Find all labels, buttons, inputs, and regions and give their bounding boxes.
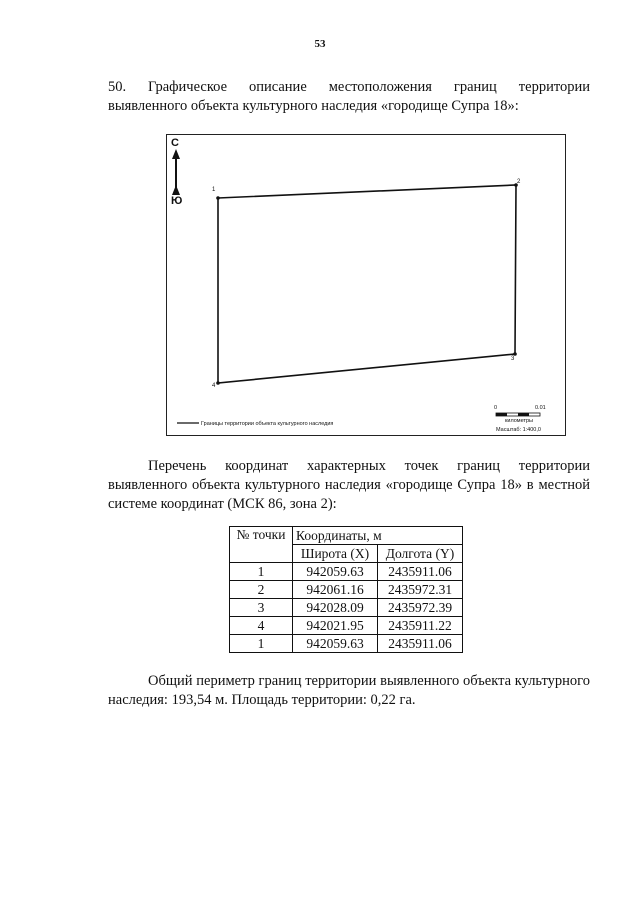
coordinates-intro	[108, 457, 590, 514]
cell-lat: 942028.09	[293, 599, 378, 617]
boundary-point-1	[216, 196, 220, 200]
coordinates-table	[229, 526, 463, 653]
page-number: 53	[314, 38, 326, 50]
section-heading-text: Графическое описание местоположения границ территории выявленного объекта культурного наследия «городище Супра 18»:	[108, 79, 590, 114]
table-row	[230, 581, 463, 599]
territory-boundary	[218, 185, 516, 383]
cell-lat: 942021.95	[293, 617, 378, 635]
header-lat: Широта (X)	[293, 545, 378, 563]
scale-units: километры	[505, 418, 533, 424]
cell-point: 2	[230, 581, 293, 599]
cell-lat: 942059.63	[293, 635, 378, 653]
scale-ratio: Масштаб: 1:400,0	[496, 427, 541, 433]
boundary-map	[166, 134, 566, 436]
scale-bar-segment	[496, 413, 507, 416]
summary-text: Общий периметр границ территории выявленного объекта культурного наследия: 193,54 м. Площадь территории: 0,22 га.	[108, 673, 590, 708]
scale-zero: 0	[494, 405, 498, 411]
section-heading	[108, 78, 590, 116]
map-drawing	[167, 135, 567, 437]
south-label: Ю	[171, 195, 183, 207]
header-coords: Координаты, м	[293, 527, 463, 545]
summary	[108, 672, 590, 710]
table-row	[230, 635, 463, 653]
header-point: № точки	[230, 527, 293, 563]
cell-point: 4	[230, 617, 293, 635]
section-number: 50.	[108, 79, 127, 95]
cell-lon: 2435911.22	[378, 617, 463, 635]
scale-bar-segment	[518, 413, 529, 416]
cell-point: 1	[230, 635, 293, 653]
cell-lon: 2435911.06	[378, 635, 463, 653]
table-row	[230, 599, 463, 617]
south-arrow-head	[172, 185, 180, 195]
cell-lon: 2435911.06	[378, 563, 463, 581]
point-label-1: 1	[212, 187, 216, 193]
table-header-row	[230, 527, 463, 545]
north-label: С	[171, 137, 179, 149]
boundary-point-4	[216, 381, 220, 385]
table-row	[230, 563, 463, 581]
coordinates-intro-text: Перечень координат характерных точек границ территории выявленного объекта культурного наследия «городище Супра 18» в местной системе координат (МСК 86, зона 2):	[108, 458, 590, 512]
table-row	[230, 617, 463, 635]
point-label-2: 2	[517, 179, 521, 185]
cell-lat: 942061.16	[293, 581, 378, 599]
cell-lon: 2435972.31	[378, 581, 463, 599]
point-label-4: 4	[212, 383, 216, 389]
north-arrow-head	[172, 149, 180, 159]
point-label-3: 3	[511, 356, 515, 362]
cell-point: 3	[230, 599, 293, 617]
cell-lat: 942059.63	[293, 563, 378, 581]
legend-label: Границы территории объекта культурного наследия	[201, 421, 334, 427]
scale-max: 0.01	[535, 405, 546, 411]
cell-lon: 2435972.39	[378, 599, 463, 617]
cell-point: 1	[230, 563, 293, 581]
header-lon: Долгота (Y)	[378, 545, 463, 563]
